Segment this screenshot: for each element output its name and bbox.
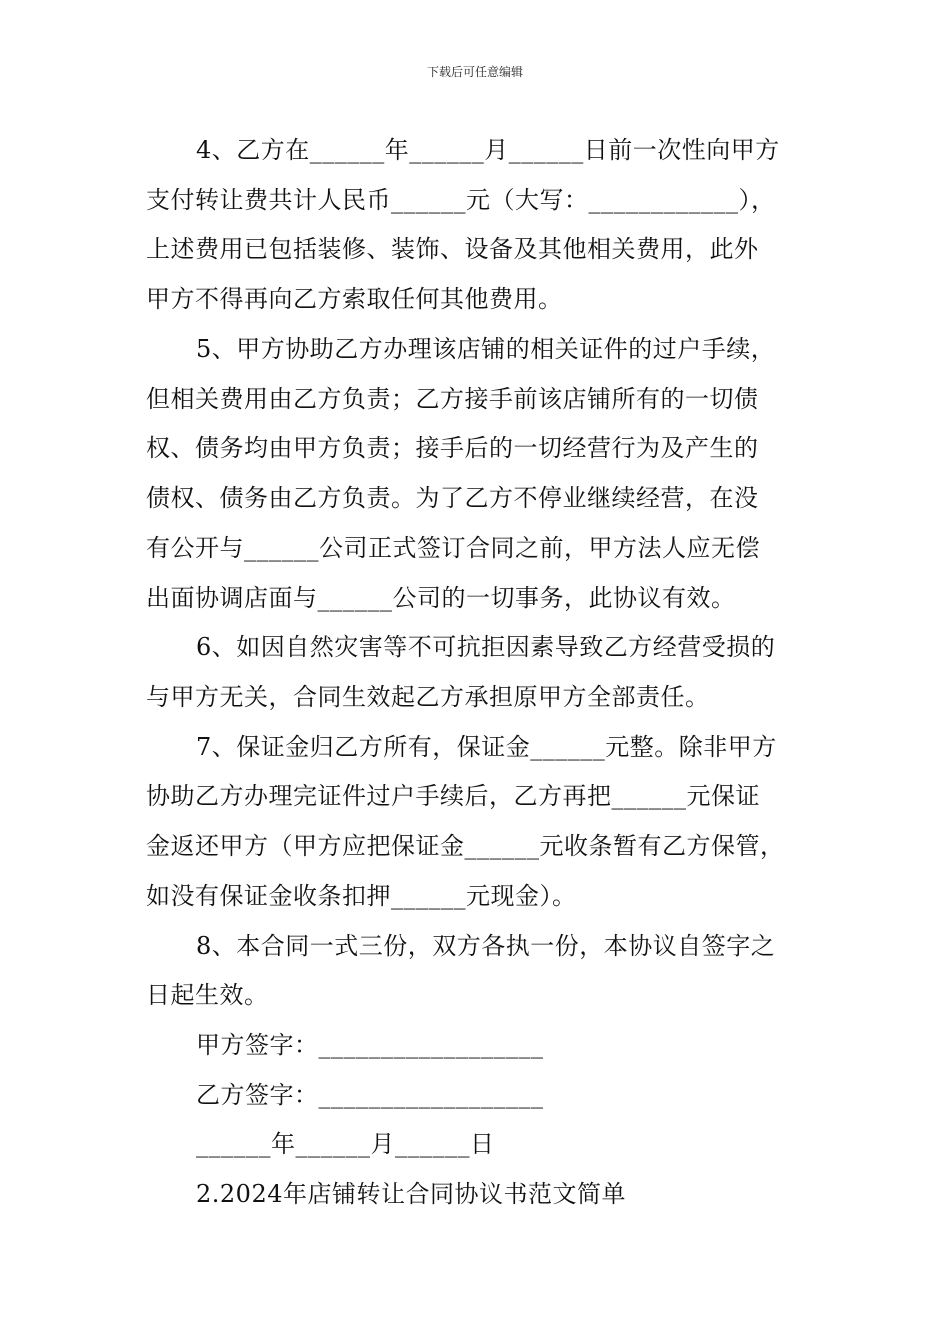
text-line: 出面协调店面与______公司的一切事务，此协议有效。 (146, 584, 736, 612)
text-line: 有公开与______公司正式签订合同之前，甲方法人应无偿 (146, 534, 760, 562)
text-line: 权、债务均由甲方负责；接手后的一切经营行为及产生的 (146, 434, 759, 462)
page-header-note: 下载后可任意编辑 (426, 65, 523, 79)
text-line: 如没有保证金收条扣押______元现金）。 (146, 882, 577, 910)
text-line: 甲方不得再向乙方索取任何其他费用。 (146, 285, 563, 313)
text-line: 6、如因自然灾害等不可抗拒因素导致乙方经营受损的 (196, 633, 776, 661)
text-line: 协助乙方办理完证件过户手续后，乙方再把______元保证 (146, 782, 760, 810)
party-a-signature-line: 甲方签字：__________________ (196, 1031, 544, 1059)
text-line: 与甲方无关，合同生效起乙方承担原甲方全部责任。 (146, 683, 710, 711)
text-line: 7、保证金归乙方所有，保证金______元整。除非甲方 (196, 733, 777, 761)
text-line: 支付转让费共计人民币______元（大写：____________）， (146, 186, 776, 214)
text-line: 4、乙方在______年______月______日前一次性向甲方 (196, 136, 780, 164)
text-line: 上述费用已包括装修、装饰、设备及其他相关费用，此外 (146, 235, 759, 263)
text-line: 日起生效。 (146, 981, 269, 1009)
section-heading: 2.2024年店铺转让合同协议书范文简单 (196, 1180, 626, 1208)
text-line: 5、甲方协助乙方办理该店铺的相关证件的过户手续， (196, 335, 776, 363)
text-line: 但相关费用由乙方负责；乙方接手前该店铺所有的一切债 (146, 385, 759, 413)
party-b-signature-line: 乙方签字：__________________ (196, 1081, 544, 1109)
text-line: 债权、债务由乙方负责。为了乙方不停业继续经营，在没 (146, 484, 759, 512)
text-line: 8、本合同一式三份，双方各执一份，本协议自签字之 (196, 932, 776, 960)
text-line: 金返还甲方（甲方应把保证金______元收条暂有乙方保管， (146, 832, 785, 860)
date-line: ______年______月______日 (196, 1130, 495, 1158)
